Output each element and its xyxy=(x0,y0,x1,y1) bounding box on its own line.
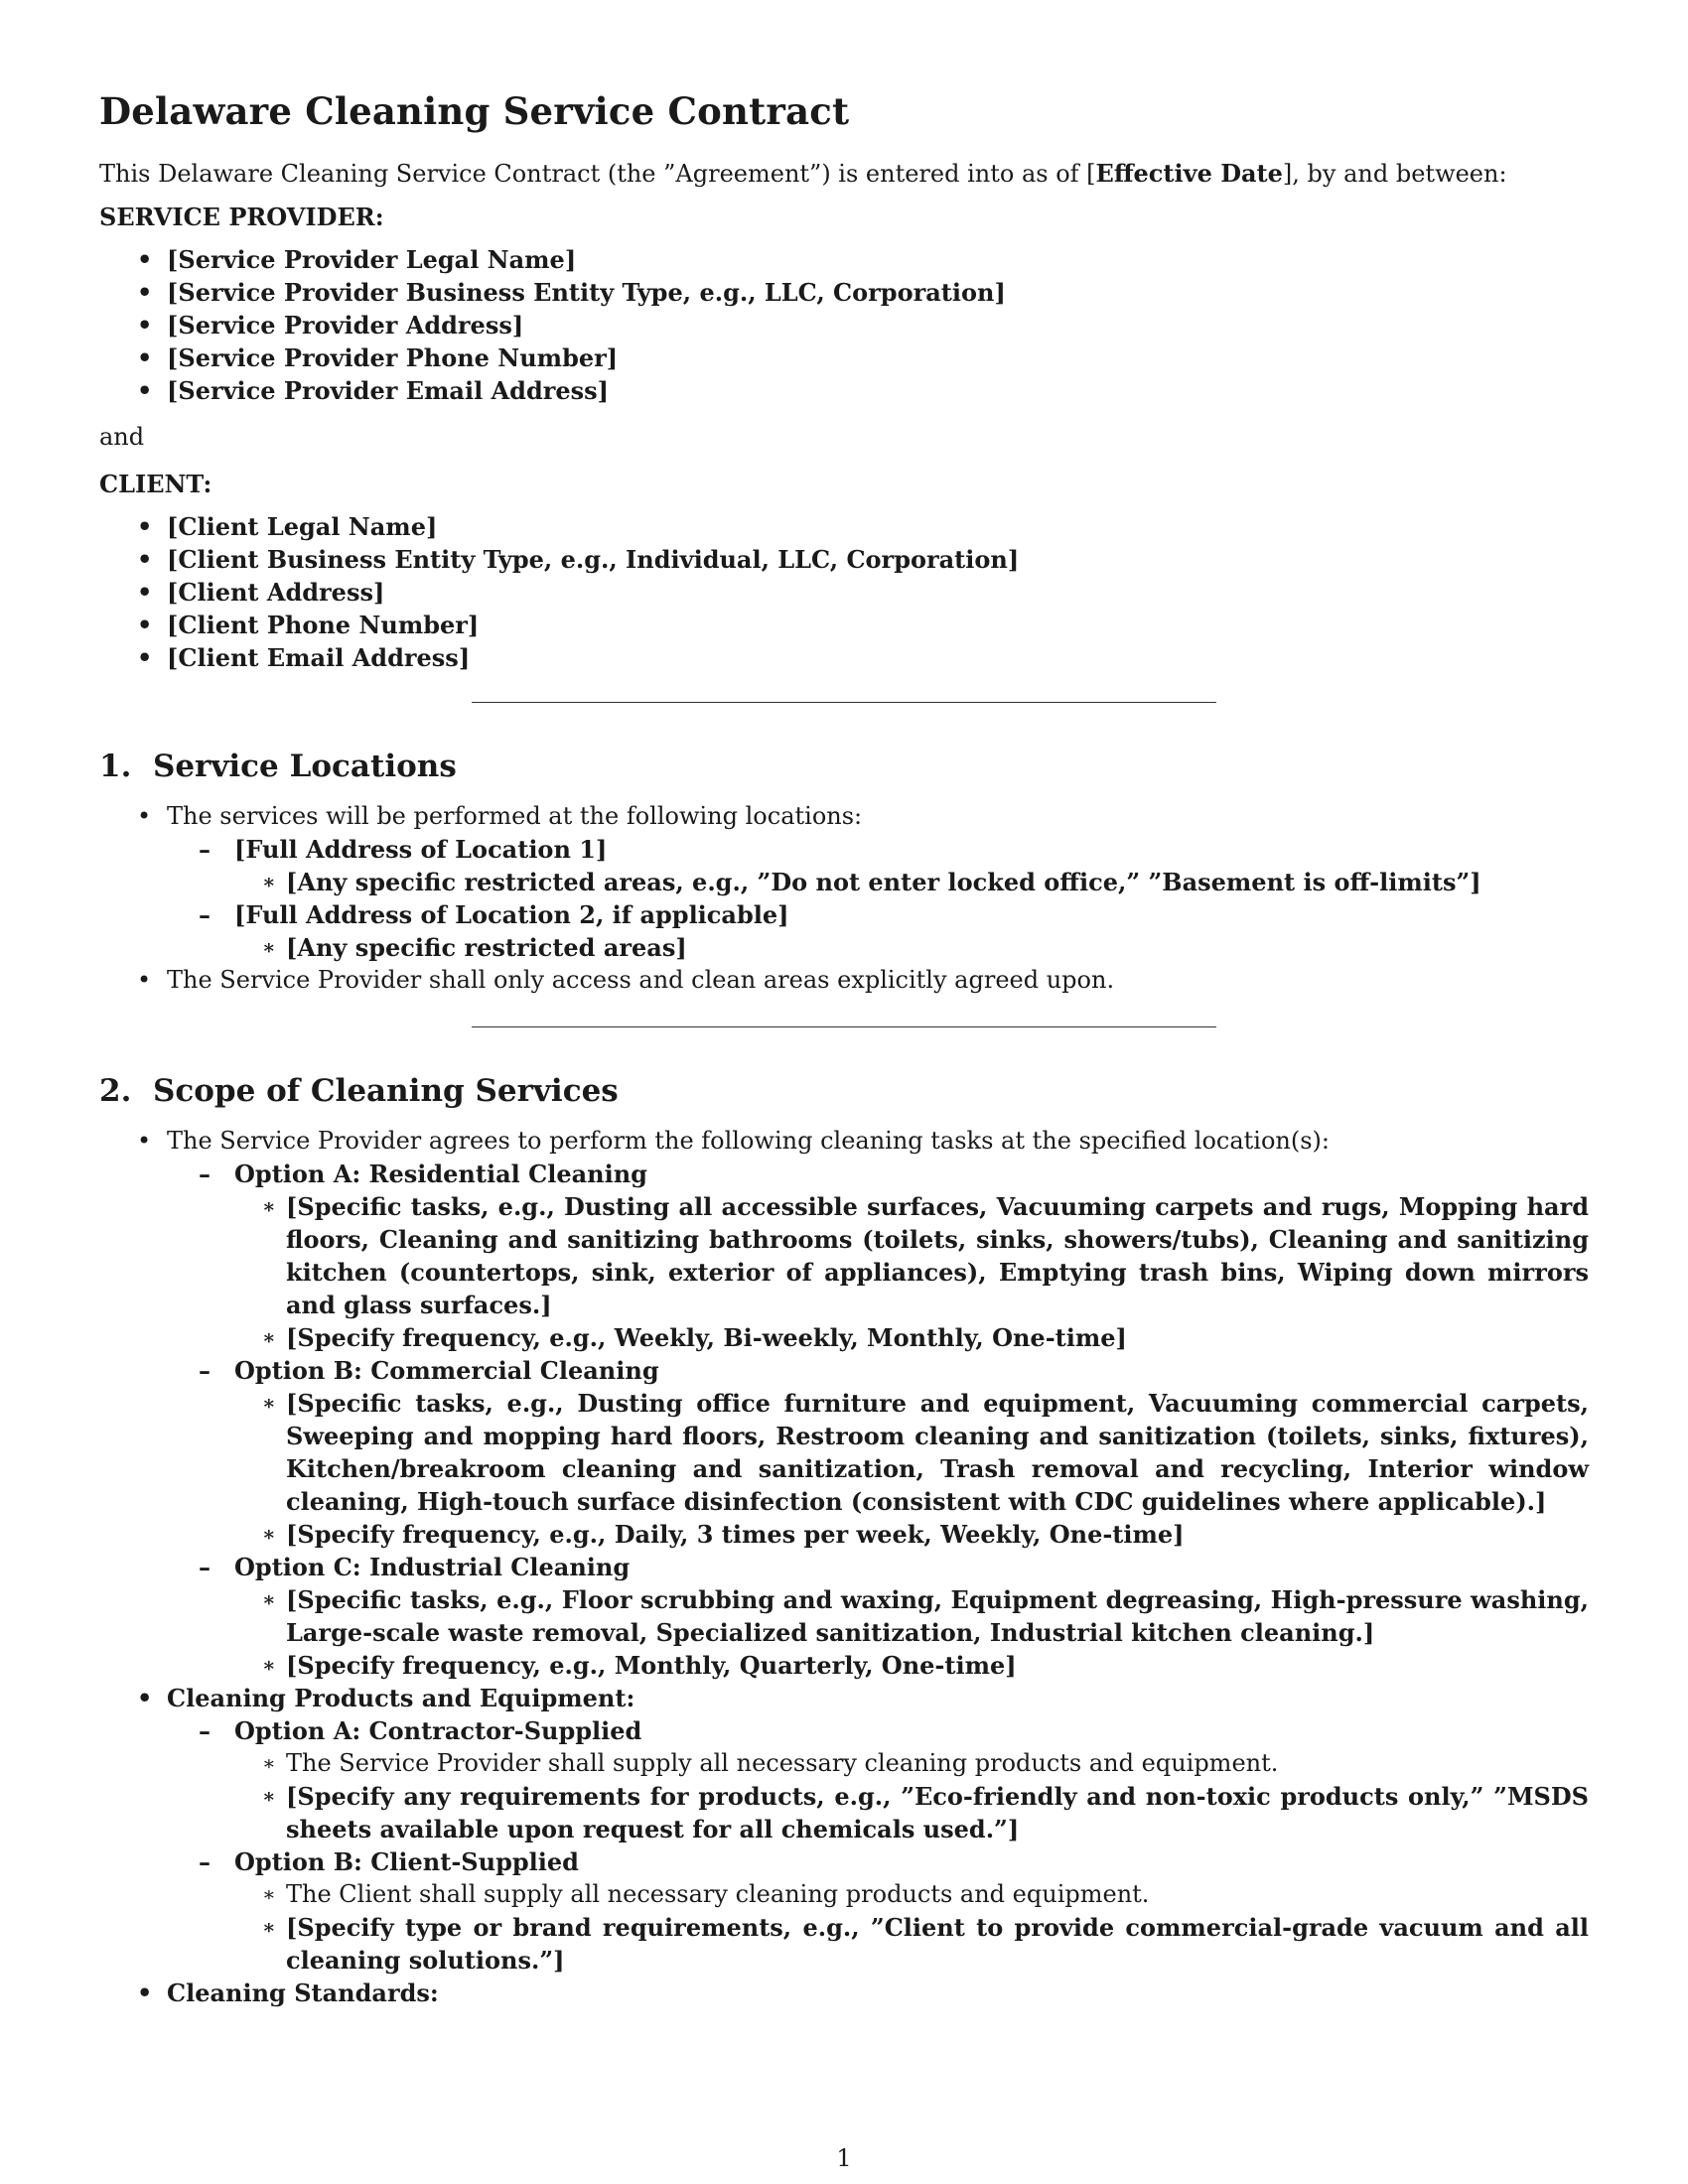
client-list xyxy=(99,510,1589,674)
list-item: – Option A: Contractor-Supplied ∗ The Service Provider shall supply all necessary cleaning products and equipment. ∗ [Specify any requirements for products, e.g., ”Eco-friendly and non-toxic products only,” ”MSDS sheets available upon request for all chemicals used.”] xyxy=(167,1714,1589,1845)
list-item: ∗ [Specific tasks, e.g., Dusting all accessible surfaces, Vacuuming carpets and rugs, Mopping hard floors, Cleaning and sanitizing bathrooms (toilets, sinks, showers/tubs), Cleaning and sanitizing kitchen (countertops, sink, exterior of appliances), Emptying trash bins, Wiping down mirrors and glass surfaces.] xyxy=(234,1190,1589,1321)
and-text: and xyxy=(99,423,145,451)
list-item: ∗ [Specify any requirements for products, e.g., ”Eco-friendly and non-toxic products only,” ”MSDS sheets available upon request for all chemicals used.”] xyxy=(234,1780,1589,1845)
list-item: ∗ [Any specific restricted areas] xyxy=(234,931,1589,964)
section-1-heading: 1. Service Locations xyxy=(99,749,457,784)
service-provider-label: SERVICE PROVIDER: xyxy=(99,203,384,231)
list-item: – Option B: Commercial Cleaning ∗ [Specific tasks, e.g., Dusting office furniture and equipment, Vacuuming commercial carpets, Sweeping and mopping hard floors, Restroom cleaning and sanitization (toilets, sinks, fixtures), Kitchen/breakroom cleaning and sanitization, Trash removal and recycling, Interior window cleaning, High-touch surface disinfection (consistent with CDC guidelines where applicable).] ∗ [Specify frequency, e.g., Daily, 3 times per week, Weekly, One-time] xyxy=(167,1354,1589,1551)
section-2-heading: 2. Scope of Cleaning Services xyxy=(99,1073,619,1109)
divider xyxy=(472,1026,1216,1027)
intro-paragraph: This Delaware Cleaning Service Contract (the ”Agreement”) is entered into as of [Effective Date], by and between: xyxy=(99,159,1507,188)
list-item: • [Service Provider Business Entity Type, e.g., LLC, Corporation] xyxy=(99,276,1589,309)
list-item: • Cleaning Standards: xyxy=(99,1977,1589,2009)
list-item: – Option C: Industrial Cleaning ∗ [Specific tasks, e.g., Floor scrubbing and waxing, Equipment degreasing, High-pressure washing, Large-scale waste removal, Specialized sanitization, Industrial kitchen cleaning.] ∗ [Specify frequency, e.g., Monthly, Quarterly, One-time] xyxy=(167,1551,1589,1682)
contract-page xyxy=(99,89,1589,2023)
list-item: • The Service Provider shall only access and clean areas explicitly agreed upon. xyxy=(99,964,1589,997)
list-item: • [Service Provider Address] xyxy=(99,309,1589,341)
list-item: • [Client Address] xyxy=(99,576,1589,609)
list-item: • [Service Provider Email Address] xyxy=(99,374,1589,407)
list-item: – [Full Address of Location 2, if applicable] ∗ [Any specific restricted areas] xyxy=(167,898,1589,964)
list-item: • The services will be performed at the following locations: – [Full Address of Location 1] ∗ [Any specific restricted areas, e.g., ”Do not enter locked office,” ”Basement is off-limits”] – [Full Address of Location 2, if applicable] ∗ [Any specific restricted areas] xyxy=(99,800,1589,964)
list-item: ∗ [Specific tasks, e.g., Dusting office furniture and equipment, Vacuuming commercial carpets, Sweeping and mopping hard floors, Restroom cleaning and sanitization (toilets, sinks, fixtures), Kitchen/breakroom cleaning and sanitization, Trash removal and recycling, Interior window cleaning, High-touch surface disinfection (consistent with CDC guidelines where applicable).] xyxy=(234,1387,1589,1518)
section-1-list xyxy=(99,800,1589,997)
page-number: 1 xyxy=(836,2144,852,2172)
list-item: – [Full Address of Location 1] ∗ [Any specific restricted areas, e.g., ”Do not enter locked office,” ”Basement is off-limits”] xyxy=(167,833,1589,898)
divider xyxy=(472,702,1216,703)
service-provider-list xyxy=(99,243,1589,407)
document-title: Delaware Cleaning Service Contract xyxy=(99,89,850,133)
list-item: ∗ [Specific tasks, e.g., Floor scrubbing and waxing, Equipment degreasing, High-pressure washing, Large-scale waste removal, Specialized sanitization, Industrial kitchen cleaning.] xyxy=(234,1583,1589,1649)
list-item: – Option A: Residential Cleaning ∗ [Specific tasks, e.g., Dusting all accessible surfaces, Vacuuming carpets and rugs, Mopping hard floors, Cleaning and sanitizing bathrooms (toilets, sinks, showers/tubs), Cleaning and sanitizing kitchen (countertops, sink, exterior of appliances), Emptying trash bins, Wiping down mirrors and glass surfaces.] ∗ [Specify frequency, e.g., Weekly, Bi-weekly, Monthly, One-time] xyxy=(167,1158,1589,1354)
list-item: ∗ [Any specific restricted areas, e.g., ”Do not enter locked office,” ”Basement is off-limits”] xyxy=(234,866,1589,898)
list-item: ∗ [Specify frequency, e.g., Daily, 3 times per week, Weekly, One-time] xyxy=(234,1518,1589,1551)
list-item: • Cleaning Products and Equipment: – Option A: Contractor-Supplied ∗ The Service Provider shall supply all necessary cleaning products and equipment. ∗ [Specify any requirements for products, e.g., ”Eco-friendly and non-toxic products only,” ”MSDS sheets available upon request for all chemicals used.”] – Option B: Client-Supplied ∗ The Client shall supply all necessary cleaning products and equipment. ∗ [Specify type or brand requirements, e.g., ”Client to provide commercial-grade vacuum and all cleaning solutions.”] xyxy=(99,1682,1589,1977)
list-item: ∗ [Specify type or brand requirements, e.g., ”Client to provide commercial-grade vacuum and all cleaning solutions.”] xyxy=(234,1911,1589,1977)
effective-date-placeholder: Effective Date xyxy=(1095,159,1283,188)
list-item: • The Service Provider agrees to perform the following cleaning tasks at the specified location(s): – Option A: Residential Cleaning ∗ [Specific tasks, e.g., Dusting all accessible surfaces, Vacuuming carpets and rugs, Mopping hard floors, Cleaning and sanitizing bathrooms (toilets, sinks, showers/tubs), Cleaning and sanitizing kitchen (countertops, sink, exterior of appliances), Emptying trash bins, Wiping down mirrors and glass surfaces.] ∗ [Specify frequency, e.g., Weekly, Bi-weekly, Monthly, One-time] – Option B: Commercial Cleaning ∗ [Specific tasks, e.g., Dusting office furniture and equipment, Vacuuming commercial carpets, Sweeping and mopping hard floors, Restroom cleaning and sanitization (toilets, sinks, fixtures), Kitchen/breakroom cleaning and sanitization, Trash removal and recycling, Interior window cleaning, High-touch surface disinfection (consistent with CDC guidelines where applicable).] ∗ [Specify frequency, e.g., Daily, 3 times per week, Weekly, One-time] – Option C: Industrial Cleaning ∗ [Specific tasks, e.g., Floor scrubbing and waxing, Equipment degreasing, High-pressure washing, Large-scale waste removal, Specialized sanitization, Industrial kitchen cleaning.] ∗ [Specify frequency, e.g., Monthly, Quarterly, One-time] xyxy=(99,1125,1589,1682)
section-2-list xyxy=(99,1125,1589,2009)
list-item: • [Client Business Entity Type, e.g., Individual, LLC, Corporation] xyxy=(99,543,1589,576)
list-item: • [Client Legal Name] xyxy=(99,510,1589,543)
list-item: • [Client Phone Number] xyxy=(99,609,1589,641)
list-item: • [Service Provider Legal Name] xyxy=(99,243,1589,276)
list-item: ∗ The Client shall supply all necessary cleaning products and equipment. xyxy=(234,1878,1589,1911)
client-label: CLIENT: xyxy=(99,470,212,498)
list-item: ∗ The Service Provider shall supply all necessary cleaning products and equipment. xyxy=(234,1747,1589,1780)
list-item: ∗ [Specify frequency, e.g., Monthly, Quarterly, One-time] xyxy=(234,1649,1589,1682)
list-item: ∗ [Specify frequency, e.g., Weekly, Bi-weekly, Monthly, One-time] xyxy=(234,1321,1589,1354)
list-item: • [Service Provider Phone Number] xyxy=(99,341,1589,374)
list-item: – Option B: Client-Supplied ∗ The Client shall supply all necessary cleaning products and equipment. ∗ [Specify type or brand requirements, e.g., ”Client to provide commercial-grade vacuum and all cleaning solutions.”] xyxy=(167,1845,1589,1977)
list-item: • [Client Email Address] xyxy=(99,641,1589,674)
